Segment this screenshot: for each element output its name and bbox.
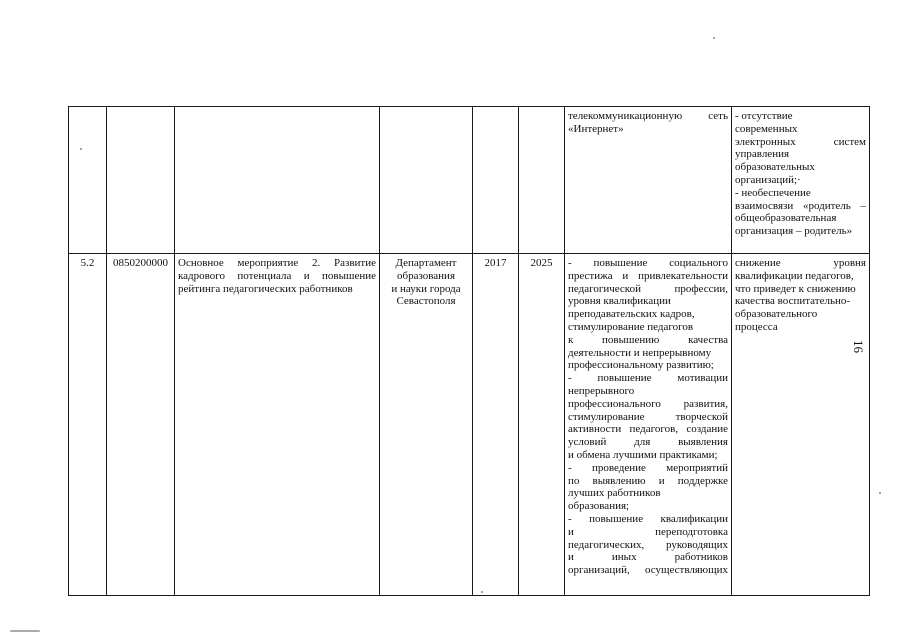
- org-line: и науки города: [391, 282, 461, 295]
- cell-code: 0850200000: [107, 254, 175, 596]
- risk-line: организаций;·: [735, 173, 801, 186]
- result-line: деятельности и непрерывному: [568, 346, 712, 359]
- result-line: - повышение квалификации: [568, 512, 728, 525]
- cell-risk: [732, 254, 870, 596]
- risk-line: образовательных: [735, 161, 815, 174]
- result-line: педагогических, руководящих: [568, 538, 728, 551]
- risk-line: качества воспитательно-: [735, 295, 851, 308]
- result-line: непрерывного: [568, 384, 635, 397]
- result-line: престижа и привлекательности: [568, 269, 728, 282]
- cell-title: Основное мероприятие 2. Развитие кадрового потенциала и повышение рейтинга педагогических работников: [175, 254, 380, 596]
- risk-line: процесса: [735, 320, 778, 333]
- org-line: образования: [396, 269, 456, 282]
- cell-result-continued: [565, 107, 732, 254]
- result-line: организаций, осуществляющих: [568, 564, 728, 577]
- cell-title-empty: [175, 107, 380, 254]
- result-line: профессионального развития,: [568, 397, 728, 410]
- risk-line: общеобразовательная: [735, 212, 837, 225]
- risk-line: снижение уровня: [735, 257, 866, 269]
- scan-mark: [10, 630, 40, 632]
- cell-year-end: 2025: [519, 254, 565, 596]
- risk-line: образовательного: [735, 308, 818, 321]
- result-line: и переподготовка: [568, 525, 728, 538]
- table-row-continued: [69, 107, 870, 254]
- risk-line: современных: [735, 122, 798, 135]
- result-line: - повышение мотивации: [568, 372, 728, 385]
- scan-speck: [879, 492, 881, 494]
- cell-year-start: 2017: [473, 254, 519, 596]
- cell-org: [380, 254, 473, 596]
- cell-org-empty: [380, 107, 473, 254]
- page-number: 16: [851, 340, 866, 353]
- risk-line: организация – родитель»: [735, 225, 853, 238]
- table-row-5-2: [69, 254, 870, 596]
- risk-line: квалификации педагогов,: [735, 269, 854, 282]
- cell-number-empty: [69, 107, 107, 254]
- result-line: - проведение мероприятий: [568, 461, 728, 474]
- cell-risk-continued: [732, 107, 870, 254]
- cell-number: 5.2: [69, 254, 107, 596]
- cell-result: [565, 254, 732, 596]
- result-line: педагогической профессии,: [568, 282, 728, 295]
- result-line: «Интернет»: [568, 122, 624, 135]
- scan-speck: [481, 591, 483, 593]
- risk-line: взаимосвязи «родитель –: [735, 199, 866, 212]
- result-line: уровня квалификации: [568, 295, 671, 308]
- org-line: Департамент: [395, 257, 457, 269]
- result-line: профессиональному развитию;: [568, 359, 714, 372]
- result-line: по выявлению и поддержке: [568, 474, 728, 487]
- result-line: к повышению качества: [568, 333, 728, 346]
- result-line: стимулирование творческой: [568, 410, 728, 423]
- risk-line: что приведет к снижению: [735, 282, 856, 295]
- scan-speck: [80, 148, 82, 150]
- cell-year-start-empty: [473, 107, 519, 254]
- result-line: и иных работников: [568, 551, 728, 564]
- risk-line: - отсутствие: [735, 110, 793, 122]
- result-line: стимулирование педагогов: [568, 320, 694, 333]
- result-line: образования;: [568, 500, 630, 513]
- result-line: преподавательских кадров,: [568, 308, 695, 321]
- result-line: активности педагогов, создание: [568, 423, 728, 436]
- result-line: условий для выявления: [568, 436, 728, 449]
- risk-line: - необеспечение: [735, 186, 811, 199]
- result-line: телекоммуникационную сеть: [568, 110, 728, 122]
- cell-code-empty: [107, 107, 175, 254]
- scan-speck: [713, 37, 715, 39]
- org-line: Севастополя: [396, 295, 456, 308]
- risk-line: электронных систем: [735, 135, 866, 148]
- risk-line: управления: [735, 148, 790, 161]
- cell-year-end-empty: [519, 107, 565, 254]
- result-line: и обмена лучшими практиками;: [568, 448, 718, 461]
- result-line: лучших работников: [568, 487, 661, 500]
- program-table: [68, 106, 870, 596]
- result-line: - повышение социального: [568, 257, 728, 269]
